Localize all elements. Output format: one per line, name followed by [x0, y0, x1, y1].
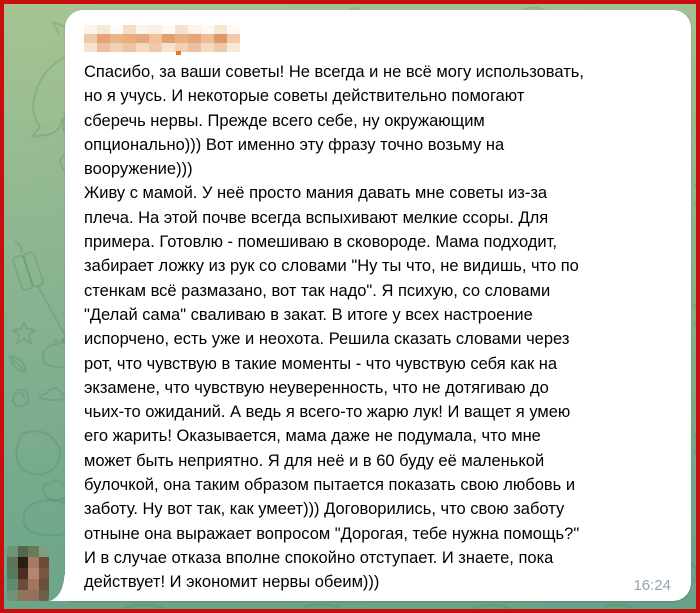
redaction-pixel	[97, 25, 110, 34]
redaction-pixel	[39, 568, 50, 579]
redaction-pixel	[175, 34, 188, 43]
redaction-pixel	[188, 43, 201, 52]
redaction-pixel	[39, 590, 50, 601]
message-line: И в случае отказа вполне спокойно отступает. И знаете, пока	[84, 548, 554, 567]
snail-icon	[13, 390, 28, 406]
redaction-pixel	[110, 43, 123, 52]
redaction-pixel	[84, 34, 97, 43]
redaction-pixel	[214, 43, 227, 52]
redaction-pixel	[136, 43, 149, 52]
message-line: примера. Готовлю - помешиваю в сковороде. Мама подходит,	[84, 233, 557, 252]
redaction-pixel	[18, 590, 29, 601]
redaction-pixel	[123, 34, 136, 43]
sender-name-redacted[interactable]	[84, 25, 240, 52]
redaction-pixel	[110, 25, 123, 34]
redaction-pixel	[123, 25, 136, 34]
redaction-pixel	[201, 34, 214, 43]
message-line: экзамене, что чувствую неуверенность, что не дотягиваю до	[84, 378, 549, 397]
redaction-pixel	[97, 43, 110, 52]
message-line: "Делай сама" сваливаю в закат. В итоге у всех настроение	[84, 305, 533, 324]
redaction-pixel	[162, 34, 175, 43]
redaction-pixel	[188, 25, 201, 34]
message-line: Спасибо, за ваши советы! Не всегда и не всё могу использовать,	[84, 63, 584, 81]
redaction-pixel	[201, 25, 214, 34]
redaction-pixel	[28, 579, 39, 590]
redaction-pixel	[110, 34, 123, 43]
redaction-pixel	[136, 34, 149, 43]
message-line: сберечь нервы. Прежде всего себе, ну окружающим	[84, 111, 485, 130]
redaction-pixel	[227, 25, 240, 34]
message-line: но я учусь. И некоторые советы действительно помогают	[84, 87, 525, 106]
redaction-pixel	[149, 43, 162, 52]
redaction-pixel	[7, 590, 18, 601]
leaf-icon	[10, 356, 26, 372]
redaction-pixel	[18, 579, 29, 590]
avatar[interactable]	[7, 546, 49, 601]
redaction-pixel	[39, 557, 50, 568]
redaction-pixel	[39, 546, 50, 557]
fishing-rod-icon	[38, 286, 65, 340]
redaction-pixel	[97, 34, 110, 43]
message-bubble[interactable]	[65, 10, 691, 601]
blob-icon	[16, 431, 60, 474]
redaction-pixel	[39, 579, 50, 590]
redaction-pixel	[227, 43, 240, 52]
redaction-pixel	[149, 34, 162, 43]
redaction-pixel	[7, 568, 18, 579]
redaction-pixel	[7, 557, 18, 568]
message-line: заботу. Ну вот так, как умеет))) Договорились, что свою заботу	[84, 500, 565, 519]
message-line: его жарить! Оказывается, мама даже не подумала, что мне	[84, 427, 541, 446]
redaction-pixel	[7, 579, 18, 590]
message-time: 16:24	[633, 577, 671, 594]
message-line: испорчено, есть уже и неохота. Решила сказать словами через	[84, 330, 570, 349]
dynamite-icon	[8, 237, 44, 290]
redaction-pixel	[214, 34, 227, 43]
redaction-pixel	[175, 25, 188, 34]
redaction-pixel	[28, 557, 39, 568]
hat-icon	[40, 388, 68, 400]
redaction-pixel	[18, 568, 29, 579]
redaction-pixel	[162, 43, 175, 52]
redaction-pixel	[84, 43, 97, 52]
redaction-pixel	[18, 557, 29, 568]
message-line: Живу с мамой. У неё просто мания давать мне советы из-за	[84, 184, 548, 203]
redaction-pixel	[201, 43, 214, 52]
message-line: рот, что чувствую в такие моменты - что чувствую себя как на	[84, 354, 558, 373]
redaction-pixel	[162, 25, 175, 34]
message-line: чьих-то ожиданий. А ведь я всего-то жарю лук! И ващет я умею	[84, 403, 571, 422]
message-line: действует! И экономит нервы обеим)))	[84, 573, 380, 592]
redaction-pixel	[136, 25, 149, 34]
redaction-fragment	[176, 51, 181, 55]
message-line: может быть неприятно. Я для неё и в 60 буду её маленькой	[84, 451, 545, 470]
redaction-pixel	[149, 25, 162, 34]
redaction-pixel	[28, 546, 39, 557]
message-line: забирает ложку из рук со словами "Ну ты что, не видишь, что по	[84, 257, 579, 276]
redaction-pixel	[28, 568, 39, 579]
message-text	[84, 60, 671, 595]
redaction-pixel	[7, 546, 18, 557]
message-line: вооружение)))	[84, 160, 193, 179]
bubble-tail	[49, 575, 69, 601]
redaction-pixel	[227, 34, 240, 43]
message-line: булочкой, она таким образом пытается показать свою любовь и	[84, 476, 576, 495]
redaction-pixel	[123, 43, 136, 52]
message-line: плеча. На этой почве всегда вспыхивают мелкие ссоры. Для	[84, 208, 549, 227]
message-line: опционально))) Вот именно эту фразу точно возьму на	[84, 135, 505, 154]
redaction-pixel	[28, 590, 39, 601]
redaction-pixel	[84, 25, 97, 34]
message-line: стенкам всё размазано, вот так надо". Я психую, со словами	[84, 281, 551, 300]
redaction-pixel	[188, 34, 201, 43]
star-icon	[13, 322, 35, 343]
redaction-pixel	[214, 25, 227, 34]
redaction-pixel	[18, 546, 29, 557]
message-line: отныне она выражает вопросом "Дорогая, тебе нужна помощь?"	[84, 524, 580, 543]
